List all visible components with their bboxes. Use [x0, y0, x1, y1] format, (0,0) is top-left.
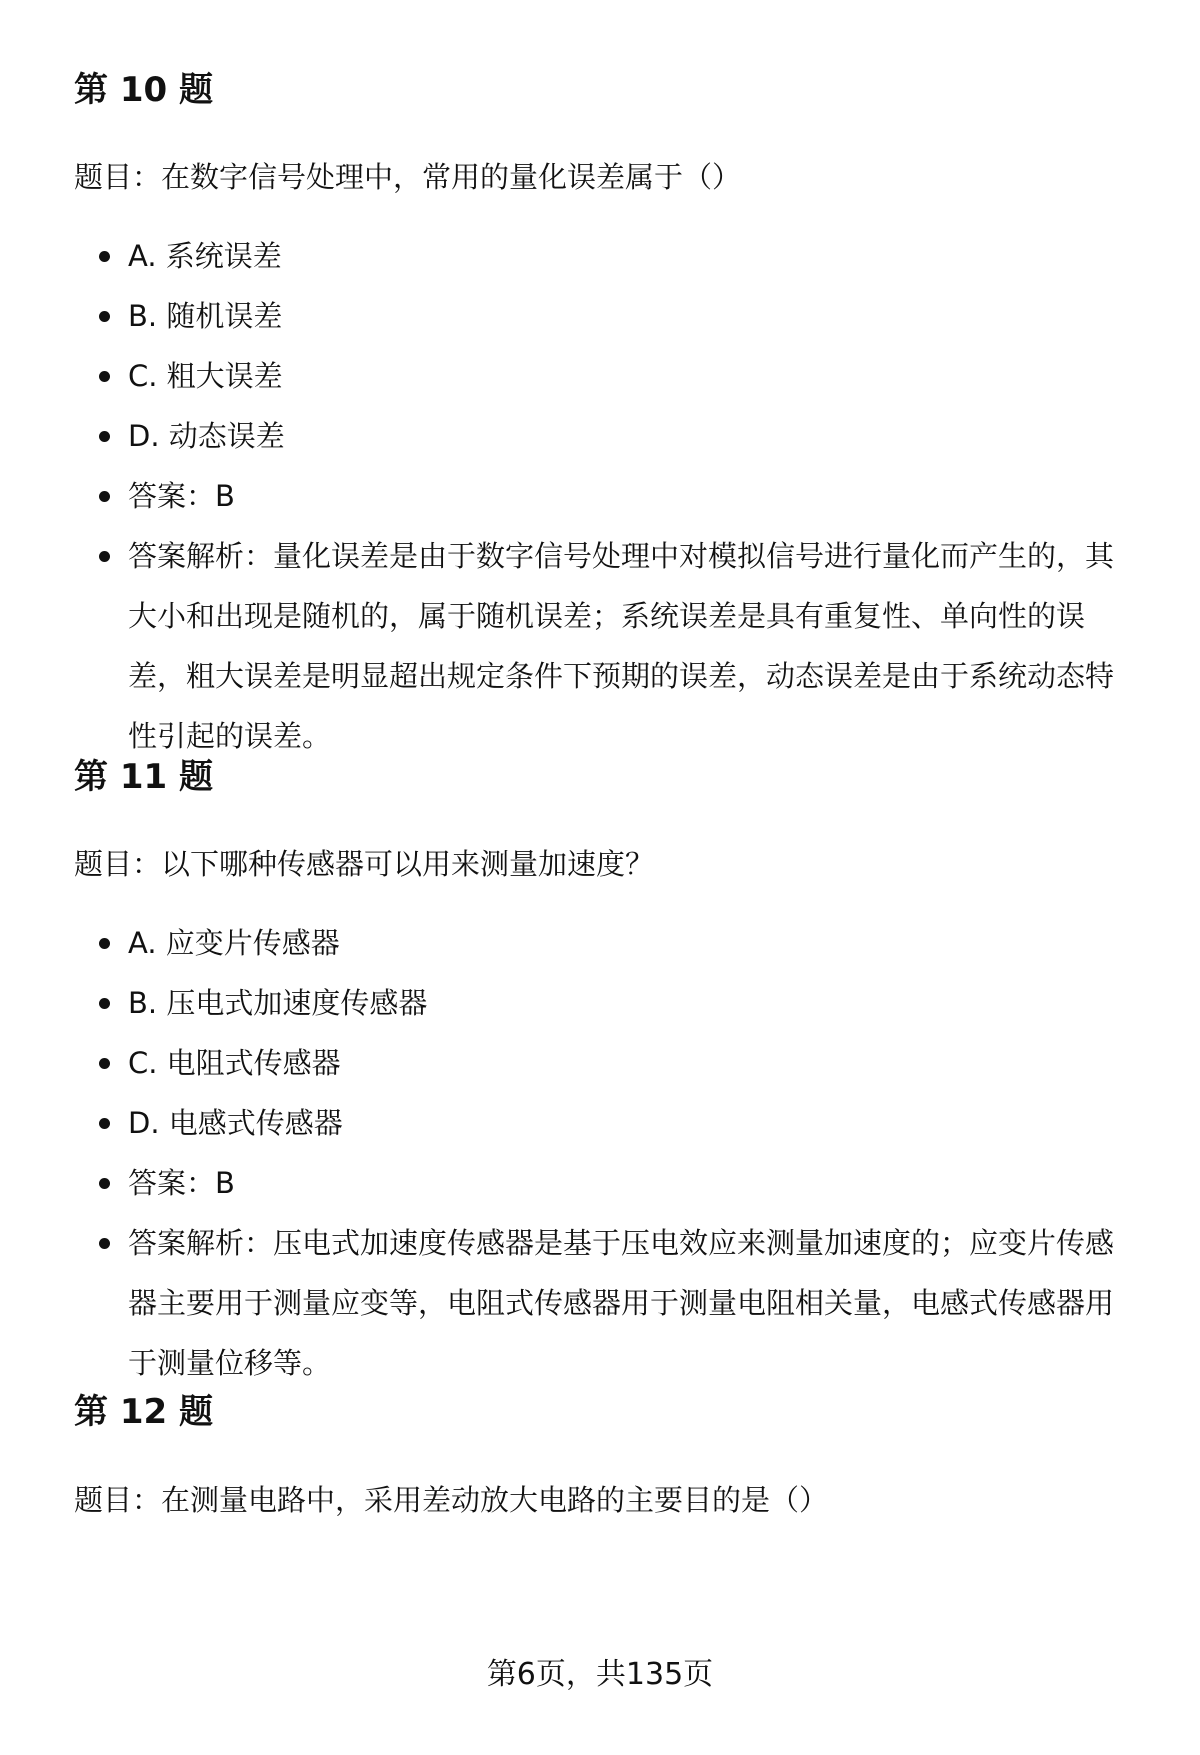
question-11-explanation: 答案解析：压电式加速度传感器是基于压电效应来测量加速度的；应变片传感器主要用于测量应变等，电阻式传感器用于测量电阻相关量，电感式传感器用于测量位移等。 [0, 1213, 1200, 1393]
question-10-option-c: C. 粗大误差 [0, 356, 1200, 396]
question-11-stem: 题目：以下哪种传感器可以用来测量加速度？ [74, 847, 655, 881]
page-footer: 第6页，共135页 [486, 1657, 714, 1692]
question-11-answer: 答案：B [0, 1163, 1200, 1203]
question-11-options [0, 923, 1200, 1413]
question-11-option-d: D. 电感式传感器 [0, 1103, 1200, 1143]
question-12-heading: 第 12 题 [74, 1392, 213, 1432]
question-10-option-d: D. 动态误差 [0, 416, 1200, 456]
question-11-option-b: B. 压电式加速度传感器 [0, 983, 1200, 1023]
question-10-heading: 第 10 题 [74, 70, 213, 110]
question-10-option-a: A. 系统误差 [0, 236, 1200, 276]
question-10-options [0, 236, 1200, 786]
question-11-option-c: C. 电阻式传感器 [0, 1043, 1200, 1083]
question-11-heading: 第 11 题 [74, 757, 213, 797]
question-11-option-a: A. 应变片传感器 [0, 923, 1200, 963]
question-10-stem: 题目：在数字信号处理中，常用的量化误差属于（） [74, 160, 742, 194]
question-12-stem: 题目：在测量电路中，采用差动放大电路的主要目的是（） [74, 1483, 829, 1517]
question-10-answer: 答案：B [0, 476, 1200, 516]
question-10-explanation: 答案解析：量化误差是由于数字信号处理中对模拟信号进行量化而产生的，其大小和出现是随机的，属于随机误差；系统误差是具有重复性、单向性的误差，粗大误差是明显超出规定条件下预期的误差，动态误差是由于系统动态特性引起的误差。 [0, 526, 1200, 766]
question-10-option-b: B. 随机误差 [0, 296, 1200, 336]
